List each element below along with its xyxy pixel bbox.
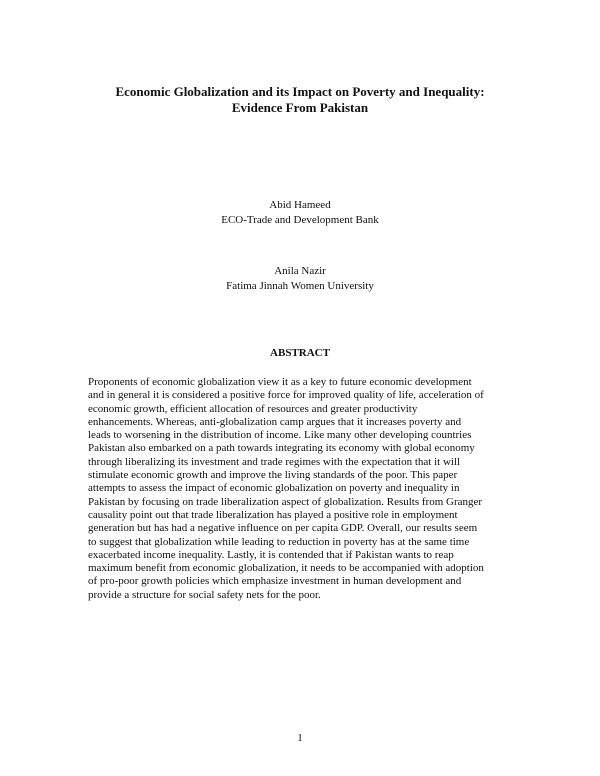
- abstract-line: maximum benefit from economic globalization, it needs to be accompanied with adoption: [88, 562, 484, 575]
- author-affiliation: ECO-Trade and Development Bank: [221, 214, 379, 226]
- abstract-line: through liberalizing its investment and trade regimes with the expectation that it will: [88, 455, 461, 468]
- abstract-line: generation but has had a negative influence on per capita GDP. Overall, our results seem: [88, 522, 478, 535]
- abstract-line: leads to worsening in the distribution of income. Like many other developing countries: [88, 429, 472, 442]
- author-block-2: [60, 264, 540, 294]
- page-number: 1: [297, 732, 303, 744]
- abstract-line: enhancements. Whereas, anti-globalization camp argues that it increases poverty and: [88, 415, 462, 428]
- author-affiliation: Fatima Jinnah Women University: [226, 280, 374, 292]
- abstract-line: economic growth, efficient allocation of resources and greater productivity: [88, 402, 418, 415]
- abstract-line: Pakistan by focusing on trade liberalization aspect of globalization. Results from Granger: [88, 495, 483, 508]
- author-block-1: [60, 198, 540, 228]
- abstract-line: Pakistan also embarked on a path towards integrating its economy with global economy: [88, 442, 475, 455]
- abstract-line: to suggest that globalization while leading to reduction in poverty has at the same time: [88, 535, 470, 548]
- abstract-heading: ABSTRACT: [270, 347, 330, 359]
- author-name: Anila Nazir: [274, 265, 326, 277]
- abstract-line: stimulate economic growth and improve the living standards of the poor. This paper: [88, 469, 458, 482]
- abstract-line: provide a structure for social safety nets for the poor.: [88, 588, 321, 601]
- paper-title-line-2: Evidence From Pakistan: [231, 100, 369, 115]
- abstract-body: [88, 376, 516, 602]
- abstract-line: of pro-poor growth policies which emphasize investment in human development and: [88, 575, 462, 588]
- abstract-line: attempts to assess the impact of economic globalization on poverty and inequality in: [88, 482, 460, 495]
- abstract-line: causality point out that trade liberalization has played a positive role in employment: [88, 508, 458, 521]
- paper-title: [60, 84, 540, 116]
- abstract-line: exacerbated income inequality. Lastly, it is contended that if Pakistan wants to reap: [88, 548, 454, 561]
- author-name: Abid Hameed: [269, 199, 331, 211]
- paper-title-line-1: Economic Globalization and its Impact on Poverty and Inequality:: [115, 84, 485, 99]
- abstract-line: and in general it is considered a positive force for improved quality of life, acceleration of: [88, 389, 484, 402]
- abstract-line: Proponents of economic globalization view it as a key to future economic development: [88, 376, 472, 388]
